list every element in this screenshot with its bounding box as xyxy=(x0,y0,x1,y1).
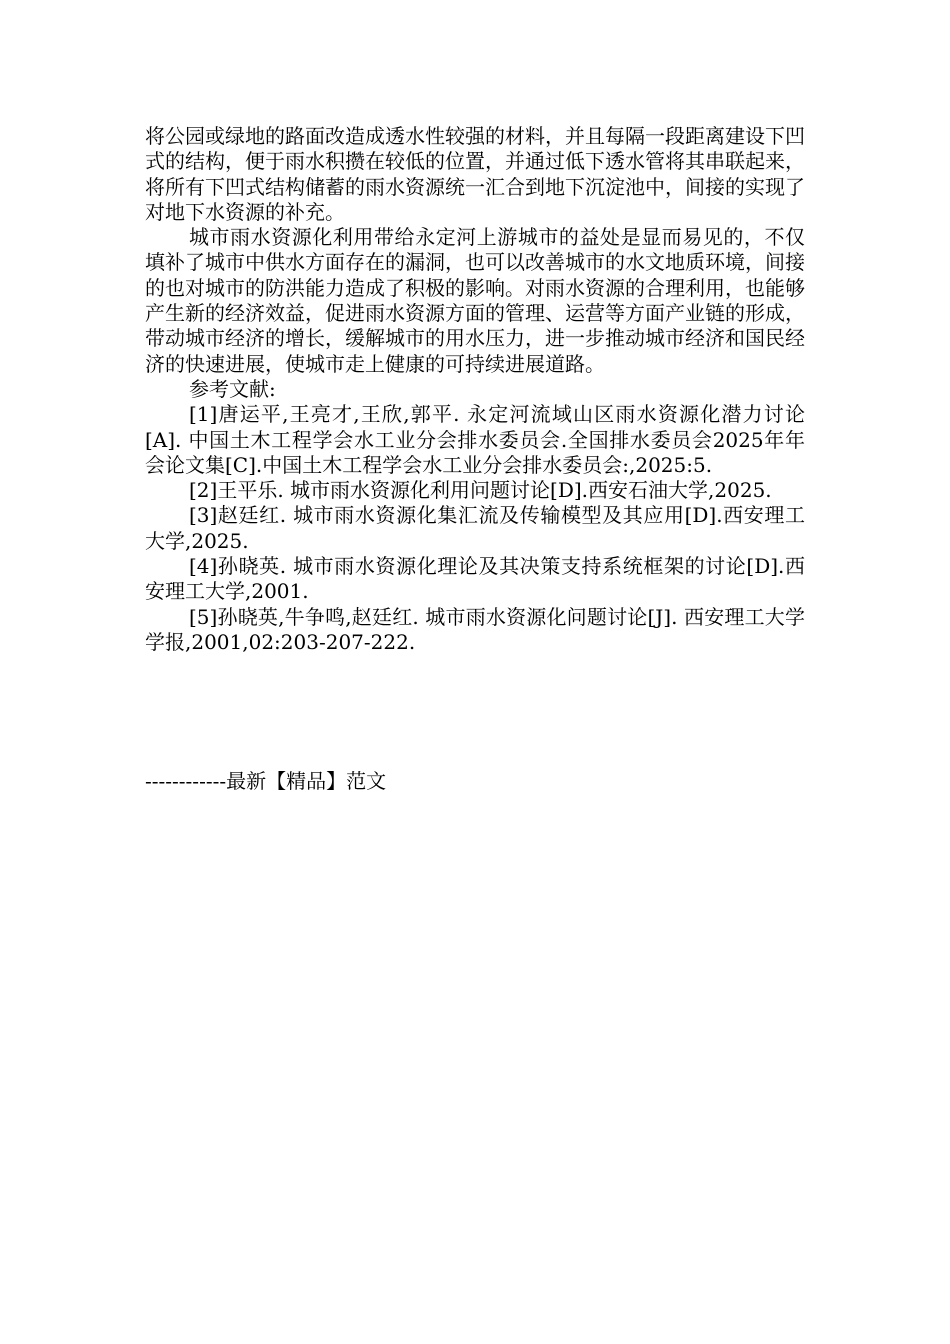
references-heading: 参考文献: xyxy=(189,376,276,401)
body-paragraph: 城市雨水资源化利用带给永定河上游城市的益处是显而易见的，不仅填补了城市中供水方面存在的漏洞，也可以改善城市的水文地质环境，间接的也对城市的防洪能力造成了积极的影响。对雨水资源的合理利用，也能够产生新的经济效益，促进雨水资源方面的管理、运营等方面产业链的形成，带动城市经济的增长，缓解城市的用水压力，进一步推动城市经济和国民经济的快速进展，使城市走上健康的可持续进展道路。 xyxy=(145,225,805,376)
reference-item: [2]王平乐. 城市雨水资源化利用问题讨论[D].西安石油大学,2025. xyxy=(189,478,772,503)
page-footer: ------------最新【精品】范文 xyxy=(145,769,387,793)
reference-item: [1]唐运平,王亮才,王欣,郭平. 永定河流域山区雨水资源化潜力讨论[A]. 中国土木工程学会水工业分会排水委员会.全国排水委员会2025年年会论文集[C].中国土木工程学会水工业分会排水委员会:,2025:5. xyxy=(145,402,805,477)
reference-item: [5]孙晓英,牛争鸣,赵廷红. 城市雨水资源化问题讨论[J]. 西安理工大学学报,2001,02:203-207-222. xyxy=(145,604,805,654)
document-body xyxy=(145,124,805,655)
reference-item: [4]孙晓英. 城市雨水资源化理论及其决策支持系统框架的讨论[D].西安理工大学,2001. xyxy=(145,554,805,604)
body-paragraph: 将公园或绿地的路面改造成透水性较强的材料，并且每隔一段距离建设下凹式的结构，便于雨水积攒在较低的位置，并通过低下透水管将其串联起来，将所有下凹式结构储蓄的雨水资源统一汇合到地下沉淀池中，间接的实现了对地下水资源的补充。 xyxy=(145,124,805,224)
reference-item: [3]赵廷红. 城市雨水资源化集汇流及传输模型及其应用[D].西安理工大学,2025. xyxy=(145,503,805,553)
